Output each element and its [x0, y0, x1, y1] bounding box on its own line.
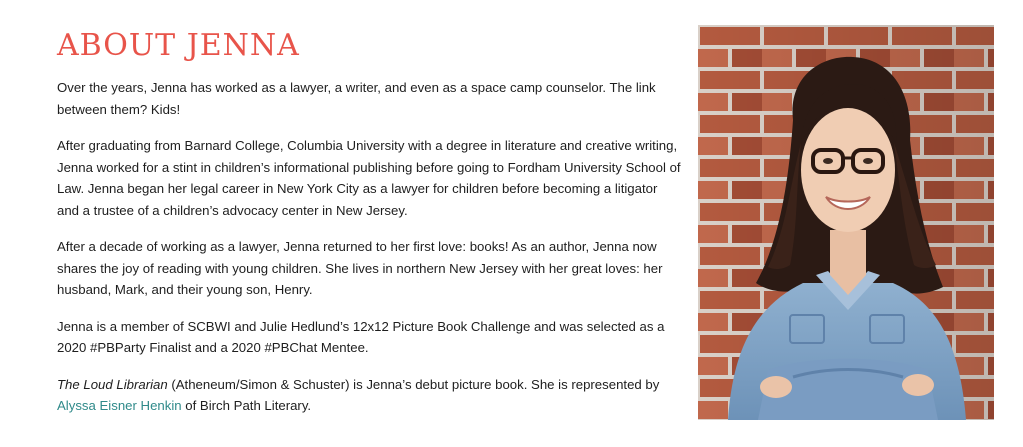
book-description: (Atheneum/Simon & Schuster) is Jenna’s debut picture book. She is represented by	[167, 376, 660, 392]
author-photo	[698, 25, 994, 420]
agency-text: of Birch Path Literary.	[181, 398, 312, 413]
bio-paragraph-4: Jenna is a member of SCBWI and Julie Hedlund’s 12x12 Picture Book Challenge and was selected as a 2020 #PBParty Finalist and a 2020 #PBChat Mentee.	[57, 318, 665, 355]
bio-paragraph-1: Over the years, Jenna has worked as a lawyer, a writer, and even as a space camp counselor. The link between them? Kids!	[57, 80, 656, 117]
author-portrait-image	[698, 25, 994, 420]
book-title: The Loud Librarian	[57, 376, 168, 392]
page-title: ABOUT JENNA	[57, 28, 300, 63]
bio-paragraph-5	[57, 374, 682, 417]
agent-link[interactable]: Alyssa Eisner Henkin	[57, 398, 182, 413]
bio-paragraph-2: After graduating from Barnard College, Columbia University with a degree in literature and creative writing, Jenna worked for a stint in children’s informational publishing before going to Fordham University School of Law. Jenna began her legal career in New York City as a lawyer for children before becoming a litigator and a trustee of a children’s advocacy center in New Jersey.	[57, 138, 681, 218]
about-text-column	[57, 28, 682, 432]
bio-paragraph-3: After a decade of working as a lawyer, Jenna returned to her first love: books! As an author, Jenna now shares the joy of reading with young children. She lives in northern New Jersey with her great loves: her husband, Mark, and their young son, Henry.	[57, 239, 663, 297]
